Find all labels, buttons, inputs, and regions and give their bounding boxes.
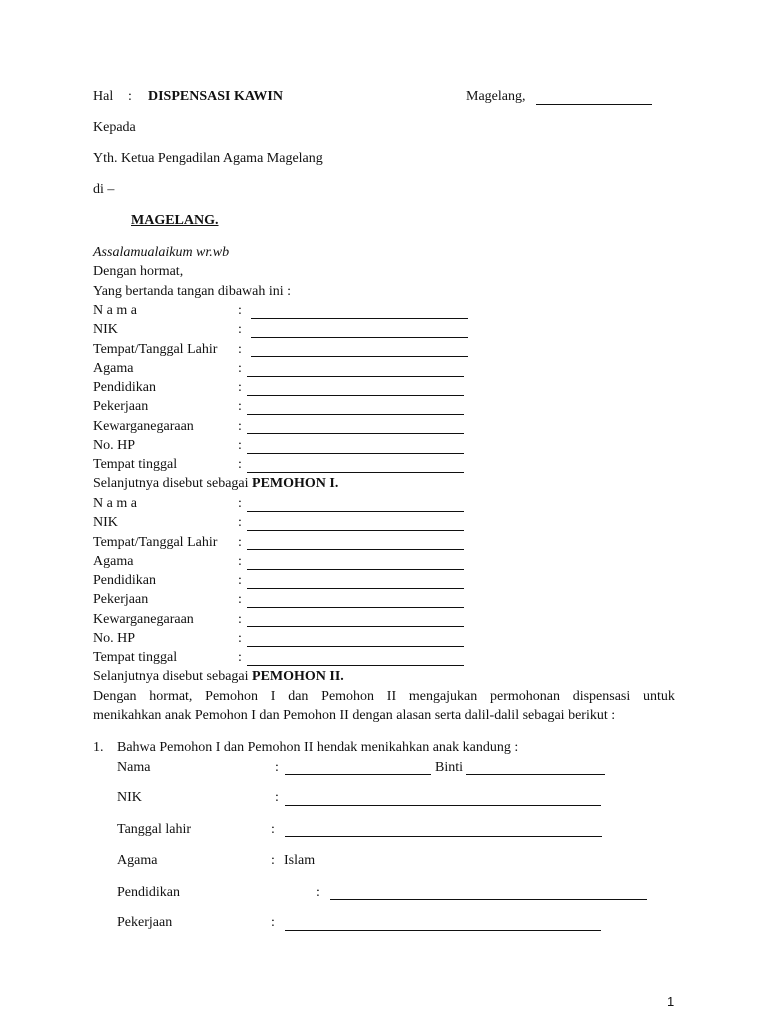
item-number: 1. [93,740,104,755]
field-blank [247,549,464,550]
child-tgl-label: Tanggal lahir [117,822,192,837]
field-blank [247,569,464,570]
hormat: Dengan hormat, [93,264,184,279]
word: untuk [643,689,675,704]
field-colon: : [238,650,242,665]
field-colon: : [316,885,320,900]
field-label: Pekerjaan [93,399,149,414]
field-colon: : [238,380,242,395]
field-colon: : [238,554,242,569]
word: dispensasi [572,689,631,704]
child-nama-blank [285,774,431,775]
field-colon: : [275,790,279,805]
field-label: Pekerjaan [93,592,149,607]
field-label: N a m a [93,303,137,318]
word: dan [288,689,309,704]
field-colon: : [238,438,242,453]
pemohon1-line [93,476,338,492]
field-blank [251,356,468,357]
child-nik-blank [285,805,601,806]
recipient-line: Yth. Ketua Pengadilan Agama Magelang [93,151,323,166]
binti-blank [466,774,605,775]
field-label: Pendidikan [93,380,156,395]
child-pekerjaan-blank [285,930,601,931]
field-colon: : [238,515,242,530]
pemohon2-text: Selanjutnya disebut sebagai [93,669,253,684]
pemohon1-label: PEMOHON I. [252,476,339,491]
child-agama-value: Islam [284,853,316,868]
paragraph-line-2: menikahkan anak Pemohon I dan Pemohon II dengan alasan serta dalil-dalil sebagai berikut : [93,708,616,723]
field-blank [247,607,464,608]
field-blank [247,414,464,415]
binti-label: Binti [435,760,464,775]
field-colon: : [238,535,242,550]
field-blank [247,511,464,512]
field-colon: : [238,322,242,337]
field-label: NIK [93,515,118,530]
field-blank [247,395,464,396]
pemohon2-label: PEMOHON II. [252,669,344,684]
field-colon: : [238,573,242,588]
field-label: Tempat tinggal [93,457,178,472]
field-colon: : [271,822,275,837]
word: hormat, [149,689,193,704]
child-tgl-blank [285,836,602,837]
word: I [270,689,276,704]
field-colon: : [238,361,242,376]
field-label: Tempat/Tanggal Lahir [93,342,218,357]
field-label: Kewarganegaraan [93,419,194,434]
field-label: No. HP [93,438,136,453]
field-label: Agama [93,361,134,376]
word: Dengan [93,689,137,704]
field-blank [247,433,464,434]
field-blank [247,453,464,454]
child-nama-label: Nama [117,760,151,775]
field-blank [251,337,468,338]
hal-colon: : [128,89,132,104]
field-blank [247,376,464,377]
field-colon: : [238,612,242,627]
child-agama-label: Agama [117,853,158,868]
field-label: Tempat tinggal [93,650,178,665]
di-line: di – [93,182,115,197]
word: II [386,689,397,704]
field-label: Kewarganegaraan [93,612,194,627]
word: mengajukan [408,689,478,704]
field-colon: : [238,631,242,646]
hal-value: DISPENSASI KAWIN [148,89,283,104]
intro: Yang bertanda tangan dibawah ini : [93,284,292,299]
field-colon: : [238,592,242,607]
field-colon: : [238,342,242,357]
field-colon: : [238,399,242,414]
child-pendidikan-label: Pendidikan [117,885,180,900]
word: Pemohon [321,689,375,704]
field-label: No. HP [93,631,136,646]
child-pendidikan-blank [330,899,647,900]
field-label: Pendidikan [93,573,156,588]
field-blank [247,472,464,473]
word: permohonan [490,689,560,704]
date-blank [536,104,652,105]
field-colon: : [275,760,279,775]
page-number: 1 [667,994,675,1009]
hal-label: Hal [93,89,114,104]
field-blank [247,588,464,589]
field-blank [247,626,464,627]
greeting: Assalamualaikum wr.wb [93,245,230,260]
word: Pemohon [205,689,259,704]
field-colon: : [238,457,242,472]
field-colon: : [238,496,242,511]
city: MAGELANG. [131,213,219,228]
field-colon: : [271,853,275,868]
field-label: Agama [93,554,134,569]
pemohon1-text: Selanjutnya disebut sebagai [93,476,253,491]
field-colon: : [238,303,242,318]
child-nik-label: NIK [117,790,142,805]
place-label: Magelang, [466,89,526,104]
pemohon2-line [93,669,344,685]
paragraph-line-1 [93,689,675,705]
field-blank [251,318,468,319]
field-label: Tempat/Tanggal Lahir [93,535,218,550]
item-text: Bahwa Pemohon I dan Pemohon II hendak menikahkan anak kandung : [117,740,519,755]
field-label: NIK [93,322,118,337]
field-label: N a m a [93,496,137,511]
field-colon: : [271,915,275,930]
field-colon: : [238,419,242,434]
child-pekerjaan-label: Pekerjaan [117,915,173,930]
field-blank [247,665,464,666]
kepada: Kepada [93,120,136,135]
field-blank [247,530,464,531]
field-blank [247,646,464,647]
